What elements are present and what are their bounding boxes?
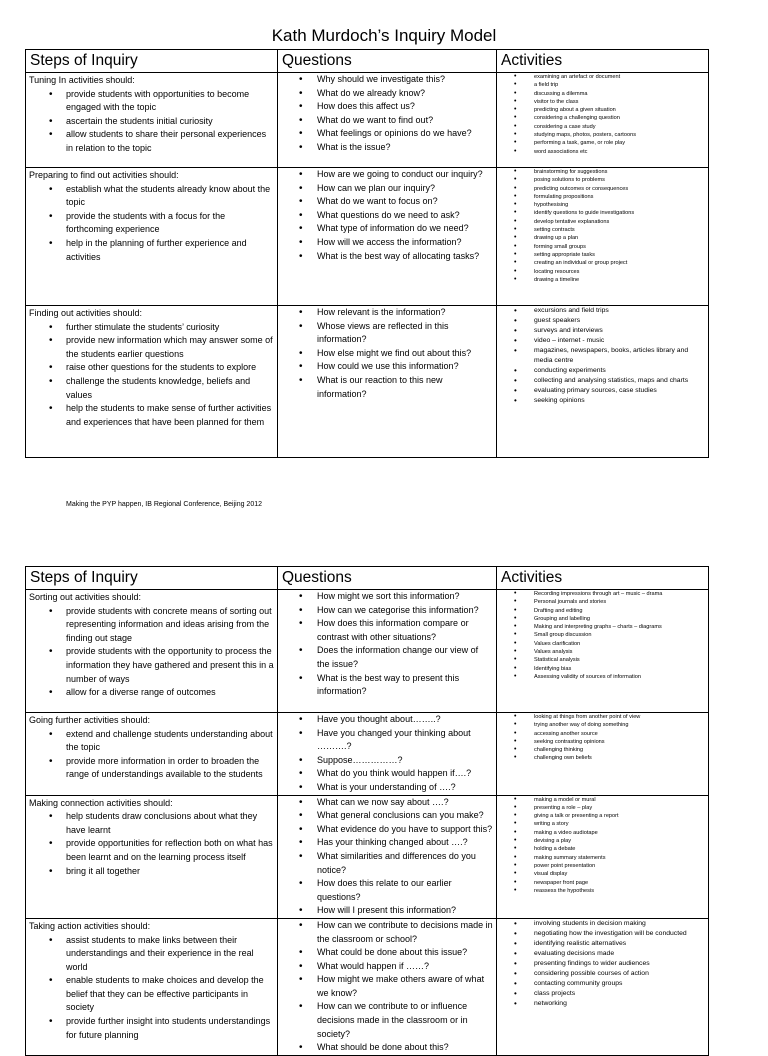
steps-cell <box>26 73 278 168</box>
questions-cell <box>278 795 497 918</box>
phase-intro: Taking action activities should: <box>29 920 151 931</box>
inquiry-table-2 <box>25 566 709 1056</box>
activity-item: • creating an individual or group project <box>500 259 705 267</box>
steps-cell <box>26 590 278 713</box>
activity-item: • Assessing validity of sources of information <box>500 673 705 681</box>
activity-item: • setting appropriate tasks <box>500 251 705 259</box>
question-item: • How does this relate to our earlier questions? <box>281 877 493 904</box>
questions-cell <box>278 713 497 796</box>
questions-cell <box>278 590 497 713</box>
phase-intro: Making connection activities should: <box>29 797 173 808</box>
activity-item: • involving students in decision making <box>500 919 705 929</box>
question-item: • How can we categorise this information? <box>281 604 493 618</box>
steps-cell <box>26 306 278 458</box>
table-row <box>26 168 709 306</box>
activity-item: • word associations etc <box>500 148 705 156</box>
step-item: • further stimulate the students’ curiosity <box>29 321 274 335</box>
question-item: • What do we already know? <box>281 87 493 101</box>
question-item: • How might we make others aware of what we know? <box>281 973 493 1000</box>
step-item: • allow students to share their personal experiences in relation to the topic <box>29 128 274 155</box>
activity-item: • Values analysis <box>500 648 705 656</box>
activity-item: • excursions and field trips <box>500 306 705 316</box>
question-item-list <box>281 168 493 263</box>
activity-item: • surveys and interviews <box>500 326 705 336</box>
activity-item: • video – internet - music <box>500 336 705 346</box>
phase-intro: Sorting out activities should: <box>29 592 142 602</box>
question-item-list <box>281 919 493 1055</box>
table-row <box>26 918 709 1055</box>
activities-cell <box>497 168 709 306</box>
activity-item-list <box>500 919 705 1009</box>
activity-item: • predicting outcomes or consequences <box>500 185 705 193</box>
question-item: • Whose views are reflected in this information? <box>281 320 493 347</box>
activity-item: • Recording impressions through art – music – drama <box>500 590 705 598</box>
step-item-list <box>29 321 274 430</box>
steps-cell <box>26 918 278 1055</box>
phase-intro: Going further activities should: <box>29 715 151 725</box>
question-item: • What would happen if ……? <box>281 960 493 974</box>
question-item: • What could be done about this issue? <box>281 946 493 960</box>
step-item-list <box>29 88 274 156</box>
step-item: • allow for a diverse range of outcomes <box>29 686 274 700</box>
question-item-list <box>281 713 493 795</box>
activity-item: • Making and interpreting graphs – charts – diagrams <box>500 623 705 631</box>
step-item-list <box>29 934 274 1043</box>
source-citation: Making the PYP happen, IB Regional Conference, Beijing 2012 <box>66 501 263 508</box>
step-item: • provide the students with a focus for the forthcoming experience <box>29 210 274 237</box>
activity-item: • hypothesising <box>500 201 705 209</box>
questions-cell <box>278 306 497 458</box>
activity-item: • devising a play <box>500 837 705 845</box>
step-item: • ascertain the students initial curiosity <box>29 115 274 129</box>
steps-cell <box>26 713 278 796</box>
questions-cell <box>278 168 497 306</box>
step-item-list <box>29 810 274 878</box>
questions-cell <box>278 73 497 168</box>
activity-item: • collecting and analysing statistics, maps and charts <box>500 376 705 386</box>
activity-item-list <box>500 73 705 156</box>
activity-item: • writing a story <box>500 820 705 828</box>
question-item: • What is the best way to present this information? <box>281 672 493 699</box>
table-row <box>26 713 709 796</box>
question-item: • How can we contribute to decisions made in the classroom or school? <box>281 919 493 946</box>
step-item: • challenge the students knowledge, beliefs and values <box>29 375 274 402</box>
activity-item: • presenting findings to wider audiences <box>500 959 705 969</box>
question-item: • What do we want to find out? <box>281 114 493 128</box>
activity-item: • considering a challenging question <box>500 114 705 122</box>
question-item: • How will I present this information? <box>281 904 493 918</box>
activity-item: • predicting about a given situation <box>500 106 705 114</box>
activities-cell <box>497 73 709 168</box>
steps-cell <box>26 795 278 918</box>
page-title: Kath Murdoch’s Inquiry Model <box>271 26 497 45</box>
table-row <box>26 73 709 168</box>
activity-item: • power point presentation <box>500 862 705 870</box>
activity-item: • challenging thinking <box>500 746 705 754</box>
question-item: • Does the information change our view of the issue? <box>281 644 493 671</box>
activity-item: • guest speakers <box>500 316 705 326</box>
activity-item: • considering a case study <box>500 123 705 131</box>
step-item: • provide students with the opportunity to process the information they have gathered and present this in a number of ways <box>29 645 274 686</box>
question-item: • What do we want to focus on? <box>281 195 493 209</box>
activity-item: • Identifying bias <box>500 665 705 673</box>
activity-item: • networking <box>500 999 705 1009</box>
question-item: • What can we now say about ….? <box>281 796 493 810</box>
step-item: • raise other questions for the students to explore <box>29 361 274 375</box>
step-item: • provide new information which may answer some of the students earlier questions <box>29 334 274 361</box>
activity-item: • newspaper front page <box>500 879 705 887</box>
activity-item: • brainstorming for suggestions <box>500 168 705 176</box>
activity-item: • making a video audiotape <box>500 829 705 837</box>
activity-item: • setting contracts <box>500 226 705 234</box>
question-item: • What should be done about this? <box>281 1041 493 1055</box>
header-activities: Activities <box>497 567 709 590</box>
table-row <box>26 590 709 713</box>
question-item: • What feelings or opinions do we have? <box>281 127 493 141</box>
phase-intro: Finding out activities should: <box>29 308 143 318</box>
phase-intro: Preparing to find out activities should: <box>29 170 179 180</box>
step-item: • help the students to make sense of further activities and experiences that have been planned for them <box>29 402 274 429</box>
activity-item: • negotiating how the investigation will be conducted <box>500 929 705 939</box>
question-item-list <box>281 590 493 699</box>
activities-cell <box>497 713 709 796</box>
question-item: • Why should we investigate this? <box>281 73 493 87</box>
question-item: • What general conclusions can you make? <box>281 809 493 823</box>
activity-item: • seeking opinions <box>500 396 705 406</box>
activity-item: • evaluating primary sources, case studies <box>500 386 705 396</box>
activity-item-list <box>500 796 705 896</box>
activity-item: • magazines, newspapers, books, articles library and media centre <box>500 346 705 366</box>
question-item: • How will we access the information? <box>281 236 493 250</box>
question-item: • What is the issue? <box>281 141 493 155</box>
activity-item: • examining an artefact or document <box>500 73 705 81</box>
activity-item: • looking at things from another point of view <box>500 713 705 721</box>
steps-cell <box>26 168 278 306</box>
question-item-list <box>281 73 493 155</box>
step-item-list <box>29 728 274 782</box>
questions-cell <box>278 918 497 1055</box>
activity-item: • drawing up a plan <box>500 234 705 242</box>
activity-item: • making summary statements <box>500 854 705 862</box>
step-item: • provide students with opportunities to become engaged with the topic <box>29 88 274 115</box>
activity-item: • Statistical analysis <box>500 656 705 664</box>
question-item: • What is your understanding of ….? <box>281 781 493 795</box>
question-item: • How does this affect us? <box>281 100 493 114</box>
question-item-list <box>281 796 493 918</box>
activity-item: • discussing a dilemma <box>500 90 705 98</box>
activity-item: • Values clarification <box>500 640 705 648</box>
question-item-list <box>281 306 493 401</box>
question-item: • What evidence do you have to support this? <box>281 823 493 837</box>
step-item: • assist students to make links between their understandings and their experience in the real world <box>29 934 274 975</box>
activity-item: • develop tentative explanations <box>500 218 705 226</box>
step-item: • provide students with concrete means of sorting out representing information and ideas arising from the finding out stage <box>29 605 274 646</box>
activity-item: • Small group discussion <box>500 631 705 639</box>
activity-item: • accessing another source <box>500 730 705 738</box>
header-questions: Questions <box>278 50 497 73</box>
question-item: • How could we use this information? <box>281 360 493 374</box>
step-item: • provide more information in order to broaden the range of understandings available to the students <box>29 755 274 782</box>
step-item: • enable students to make choices and develop the belief that they can be effective participants in society <box>29 974 274 1015</box>
question-item: • How can we plan our inquiry? <box>281 182 493 196</box>
activity-item: • Grouping and labelling <box>500 615 705 623</box>
activity-item: • visitor to the class <box>500 98 705 106</box>
activity-item: • holding a debate <box>500 845 705 853</box>
question-item: • What do you think would happen if….? <box>281 767 493 781</box>
activities-cell <box>497 590 709 713</box>
activity-item: • formulating propositions <box>500 193 705 201</box>
question-item: • What similarities and differences do you notice? <box>281 850 493 877</box>
activity-item: • forming small groups <box>500 243 705 251</box>
activity-item: • presenting a role – play <box>500 804 705 812</box>
activity-item-list <box>500 168 705 284</box>
header-questions: Questions <box>278 567 497 590</box>
question-item: • What questions do we need to ask? <box>281 209 493 223</box>
step-item: • extend and challenge students understanding about the topic <box>29 728 274 755</box>
question-item: • How can we contribute to or influence decisions made in the classroom or in society? <box>281 1000 493 1041</box>
table-row <box>26 306 709 458</box>
step-item: • provide opportunities for reflection both on what has been learnt and on the learning process itself <box>29 837 274 864</box>
activity-item: • giving a talk or presenting a report <box>500 812 705 820</box>
activity-item: • seeking contrasting opinions <box>500 738 705 746</box>
activity-item: • conducting experiments <box>500 366 705 376</box>
step-item: • establish what the students already know about the topic <box>29 183 274 210</box>
activities-cell <box>497 795 709 918</box>
activity-item: • trying another way of doing something <box>500 721 705 729</box>
question-item: • Have you thought about……..? <box>281 713 493 727</box>
activity-item: • Personal journals and stories <box>500 598 705 606</box>
question-item: • How does this information compare or contrast with other situations? <box>281 617 493 644</box>
question-item: • What is our reaction to this new information? <box>281 374 493 401</box>
header-activities: Activities <box>497 50 709 73</box>
activity-item: • drawing a timeline <box>500 276 705 284</box>
step-item-list <box>29 605 274 700</box>
step-item: • help students draw conclusions about what they have learnt <box>29 810 274 837</box>
activity-item: • visual display <box>500 870 705 878</box>
question-item: • Has your thinking changed about ….? <box>281 836 493 850</box>
activity-item: • challenging own beliefs <box>500 754 705 762</box>
step-item: • bring it all together <box>29 865 274 879</box>
table-row <box>26 795 709 918</box>
activity-item: • making a model or mural <box>500 796 705 804</box>
activity-item: • identifying realistic alternatives <box>500 939 705 949</box>
inquiry-table-1 <box>25 49 709 458</box>
activity-item-list <box>500 306 705 406</box>
activities-cell <box>497 306 709 458</box>
activity-item: • contacting community groups <box>500 979 705 989</box>
question-item: • How relevant is the information? <box>281 306 493 320</box>
activity-item: • locating resources <box>500 268 705 276</box>
question-item: • How else might we find out about this? <box>281 347 493 361</box>
activity-item: • Drafting and editing <box>500 607 705 615</box>
question-item: • How might we sort this information? <box>281 590 493 604</box>
activity-item: • a field trip <box>500 81 705 89</box>
question-item: • What is the best way of allocating tasks? <box>281 250 493 264</box>
phase-intro: Tuning In activities should: <box>29 75 135 85</box>
header-steps: Steps of Inquiry <box>26 50 278 73</box>
step-item: • help in the planning of further experience and activities <box>29 237 274 264</box>
step-item: • provide further insight into students understandings for future planning <box>29 1015 274 1042</box>
activity-item: • posing solutions to problems <box>500 176 705 184</box>
header-steps: Steps of Inquiry <box>26 567 278 590</box>
question-item: • How are we going to conduct our inquiry? <box>281 168 493 182</box>
question-item: • Have you changed your thinking about ……….? <box>281 727 493 754</box>
question-item: • Suppose……………? <box>281 754 493 768</box>
step-item-list <box>29 183 274 265</box>
activity-item: • class projects <box>500 989 705 999</box>
activity-item: • evaluating decisions made <box>500 949 705 959</box>
activity-item-list <box>500 590 705 681</box>
activity-item: • considering possible courses of action <box>500 969 705 979</box>
activity-item-list <box>500 713 705 763</box>
activity-item: • identify questions to guide investigations <box>500 209 705 217</box>
activities-cell <box>497 918 709 1055</box>
activity-item: • studying maps, photos, posters, cartoons <box>500 131 705 139</box>
activity-item: • reassess the hypothesis <box>500 887 705 895</box>
activity-item: • performing a task, game, or role play <box>500 139 705 147</box>
question-item: • What type of information do we need? <box>281 222 493 236</box>
